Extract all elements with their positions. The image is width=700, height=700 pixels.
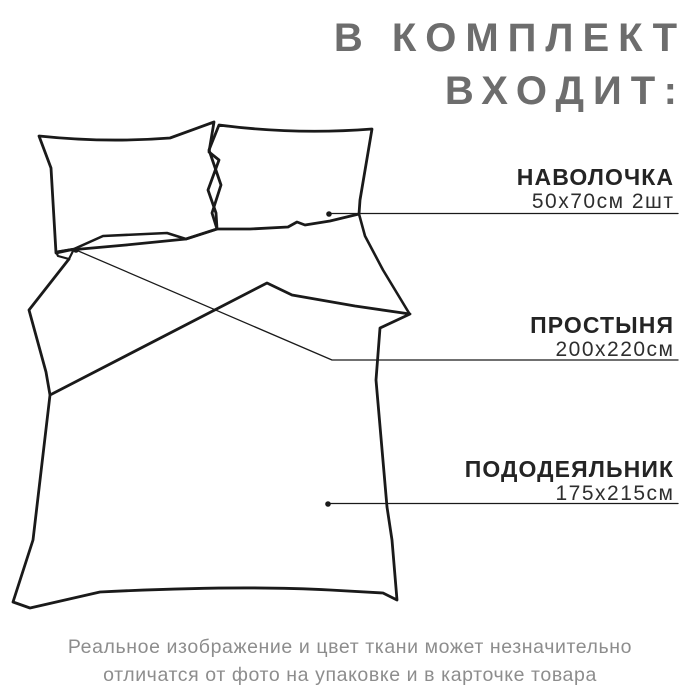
pillowcase-name: НАВОЛОЧКА [516,164,675,190]
sheet-size: 200х220см [555,338,675,361]
label-duvet [465,457,673,505]
duvet-outline [13,259,410,608]
page-title-line1: В КОМПЛЕКТ [333,16,686,60]
disclaimer-text [0,633,700,689]
left-pillow-outline [39,122,219,253]
duvet-name: ПОДОДЕЯЛЬНИК [464,456,675,482]
pillowcase-size: 50х70см 2шт [531,190,675,213]
label-pillowcase [517,165,673,213]
disclaimer-line2: отличатся от фото на упаковке и в карточке товара [103,664,597,686]
duvet-size: 175х215см [555,482,675,505]
sheet-name: ПРОСТЫНЯ [530,312,675,338]
page-title-line2: ВХОДИТ: [444,69,686,113]
leader-dot-pillowcase [326,211,332,217]
leader-dot-sheet [73,247,79,253]
page-title [334,12,686,118]
disclaimer-line1: Реальное изображение и цвет ткани может незначительно [67,636,633,658]
sheet-right-edge [359,214,409,313]
leader-dot-duvet [325,501,331,507]
label-sheet [530,313,673,361]
